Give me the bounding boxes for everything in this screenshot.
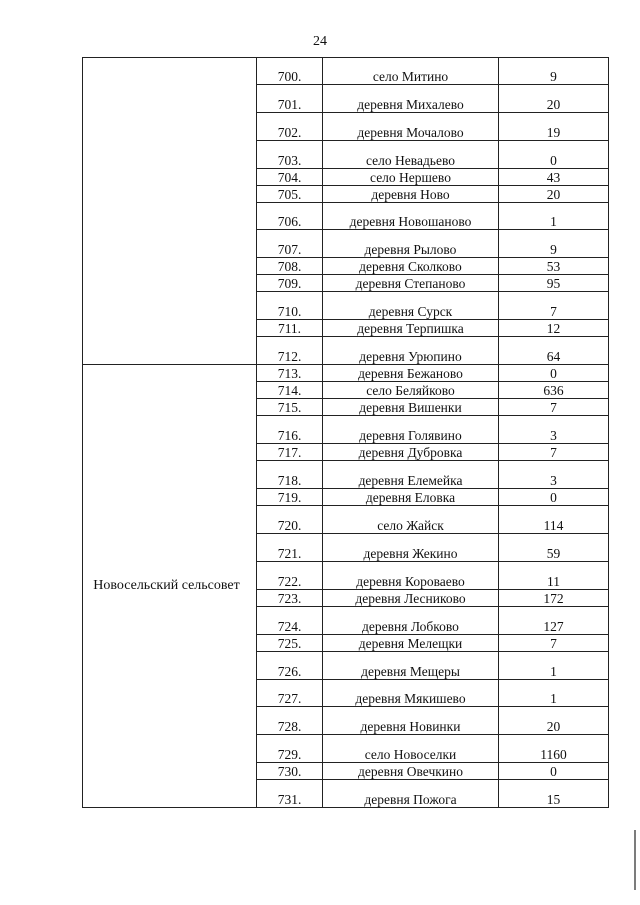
row-number-cell: 702. bbox=[257, 113, 323, 141]
row-number-cell: 701. bbox=[257, 85, 323, 113]
row-number-cell: 720. bbox=[257, 506, 323, 534]
settlement-name-cell: деревня Короваево bbox=[323, 562, 499, 590]
settlement-name-cell: деревня Мякишево bbox=[323, 680, 499, 707]
settlement-name-cell: деревня Бежаново bbox=[323, 365, 499, 382]
population-cell: 9 bbox=[499, 58, 609, 85]
settlement-name-cell: деревня Новинки bbox=[323, 707, 499, 735]
settlement-name-cell: деревня Степаново bbox=[323, 275, 499, 292]
row-number-cell: 718. bbox=[257, 461, 323, 489]
population-cell: 7 bbox=[499, 444, 609, 461]
settlement-name-cell: деревня Новошаново bbox=[323, 203, 499, 230]
population-cell: 0 bbox=[499, 489, 609, 506]
row-number-cell: 715. bbox=[257, 399, 323, 416]
page-number: 24 bbox=[313, 34, 327, 49]
settlements-table bbox=[82, 57, 609, 808]
settlements-table-body bbox=[83, 58, 609, 808]
population-cell: 1 bbox=[499, 652, 609, 680]
settlement-name-cell: деревня Терпишка bbox=[323, 320, 499, 337]
row-number-cell: 726. bbox=[257, 652, 323, 680]
row-number-cell: 716. bbox=[257, 416, 323, 444]
row-number-cell: 714. bbox=[257, 382, 323, 399]
row-number-cell: 713. bbox=[257, 365, 323, 382]
settlement-name-cell: деревня Урюпино bbox=[323, 337, 499, 365]
row-number-cell: 727. bbox=[257, 680, 323, 707]
settlement-name-cell: село Жайск bbox=[323, 506, 499, 534]
settlement-name-cell: деревня Жекино bbox=[323, 534, 499, 562]
row-number-cell: 719. bbox=[257, 489, 323, 506]
row-number-cell: 708. bbox=[257, 258, 323, 275]
settlement-name-cell: село Митино bbox=[323, 58, 499, 85]
settlement-name-cell: деревня Михалево bbox=[323, 85, 499, 113]
population-cell: 53 bbox=[499, 258, 609, 275]
population-cell: 0 bbox=[499, 141, 609, 169]
population-cell: 7 bbox=[499, 399, 609, 416]
settlement-name-cell: деревня Вишенки bbox=[323, 399, 499, 416]
row-number-cell: 731. bbox=[257, 780, 323, 808]
population-cell: 3 bbox=[499, 416, 609, 444]
population-cell: 43 bbox=[499, 169, 609, 186]
population-cell: 9 bbox=[499, 230, 609, 258]
row-number-cell: 728. bbox=[257, 707, 323, 735]
population-cell: 1 bbox=[499, 680, 609, 707]
council-name-cell: Новосельский сельсовет bbox=[83, 365, 257, 808]
settlement-name-cell: деревня Дубровка bbox=[323, 444, 499, 461]
population-cell: 20 bbox=[499, 707, 609, 735]
settlement-name-cell: деревня Мелещки bbox=[323, 635, 499, 652]
table-row bbox=[83, 58, 609, 85]
row-number-cell: 703. bbox=[257, 141, 323, 169]
population-cell: 64 bbox=[499, 337, 609, 365]
population-cell: 7 bbox=[499, 635, 609, 652]
population-cell: 15 bbox=[499, 780, 609, 808]
row-number-cell: 717. bbox=[257, 444, 323, 461]
population-cell: 127 bbox=[499, 607, 609, 635]
row-number-cell: 725. bbox=[257, 635, 323, 652]
row-number-cell: 711. bbox=[257, 320, 323, 337]
settlement-name-cell: село Новоселки bbox=[323, 735, 499, 763]
row-number-cell: 706. bbox=[257, 203, 323, 230]
population-cell: 11 bbox=[499, 562, 609, 590]
settlement-name-cell: деревня Сурск bbox=[323, 292, 499, 320]
population-cell: 114 bbox=[499, 506, 609, 534]
population-cell: 7 bbox=[499, 292, 609, 320]
population-cell: 0 bbox=[499, 763, 609, 780]
population-cell: 0 bbox=[499, 365, 609, 382]
row-number-cell: 707. bbox=[257, 230, 323, 258]
settlement-name-cell: деревня Мещеры bbox=[323, 652, 499, 680]
settlement-name-cell: деревня Мочалово bbox=[323, 113, 499, 141]
table-row bbox=[83, 365, 609, 382]
settlement-name-cell: село Беляйково bbox=[323, 382, 499, 399]
population-cell: 1160 bbox=[499, 735, 609, 763]
row-number-cell: 712. bbox=[257, 337, 323, 365]
row-number-cell: 704. bbox=[257, 169, 323, 186]
settlement-name-cell: деревня Еловка bbox=[323, 489, 499, 506]
settlement-name-cell: деревня Лобково bbox=[323, 607, 499, 635]
row-number-cell: 722. bbox=[257, 562, 323, 590]
row-number-cell: 710. bbox=[257, 292, 323, 320]
scan-edge-mark bbox=[634, 830, 636, 890]
settlement-name-cell: деревня Овечкино bbox=[323, 763, 499, 780]
settlement-name-cell: деревня Пожога bbox=[323, 780, 499, 808]
settlement-name-cell: деревня Ново bbox=[323, 186, 499, 203]
row-number-cell: 705. bbox=[257, 186, 323, 203]
council-name-cell bbox=[83, 58, 257, 365]
population-cell: 12 bbox=[499, 320, 609, 337]
population-cell: 636 bbox=[499, 382, 609, 399]
row-number-cell: 730. bbox=[257, 763, 323, 780]
population-cell: 172 bbox=[499, 590, 609, 607]
settlement-name-cell: деревня Лесниково bbox=[323, 590, 499, 607]
row-number-cell: 724. bbox=[257, 607, 323, 635]
row-number-cell: 721. bbox=[257, 534, 323, 562]
settlement-name-cell: деревня Голявино bbox=[323, 416, 499, 444]
settlement-name-cell: деревня Рылово bbox=[323, 230, 499, 258]
population-cell: 20 bbox=[499, 85, 609, 113]
population-cell: 19 bbox=[499, 113, 609, 141]
settlement-name-cell: деревня Елемейка bbox=[323, 461, 499, 489]
settlement-name-cell: село Невадьево bbox=[323, 141, 499, 169]
row-number-cell: 723. bbox=[257, 590, 323, 607]
population-cell: 20 bbox=[499, 186, 609, 203]
settlement-name-cell: деревня Сколково bbox=[323, 258, 499, 275]
row-number-cell: 700. bbox=[257, 58, 323, 85]
row-number-cell: 729. bbox=[257, 735, 323, 763]
population-cell: 95 bbox=[499, 275, 609, 292]
population-cell: 1 bbox=[499, 203, 609, 230]
population-cell: 59 bbox=[499, 534, 609, 562]
row-number-cell: 709. bbox=[257, 275, 323, 292]
population-cell: 3 bbox=[499, 461, 609, 489]
settlement-name-cell: село Нершево bbox=[323, 169, 499, 186]
